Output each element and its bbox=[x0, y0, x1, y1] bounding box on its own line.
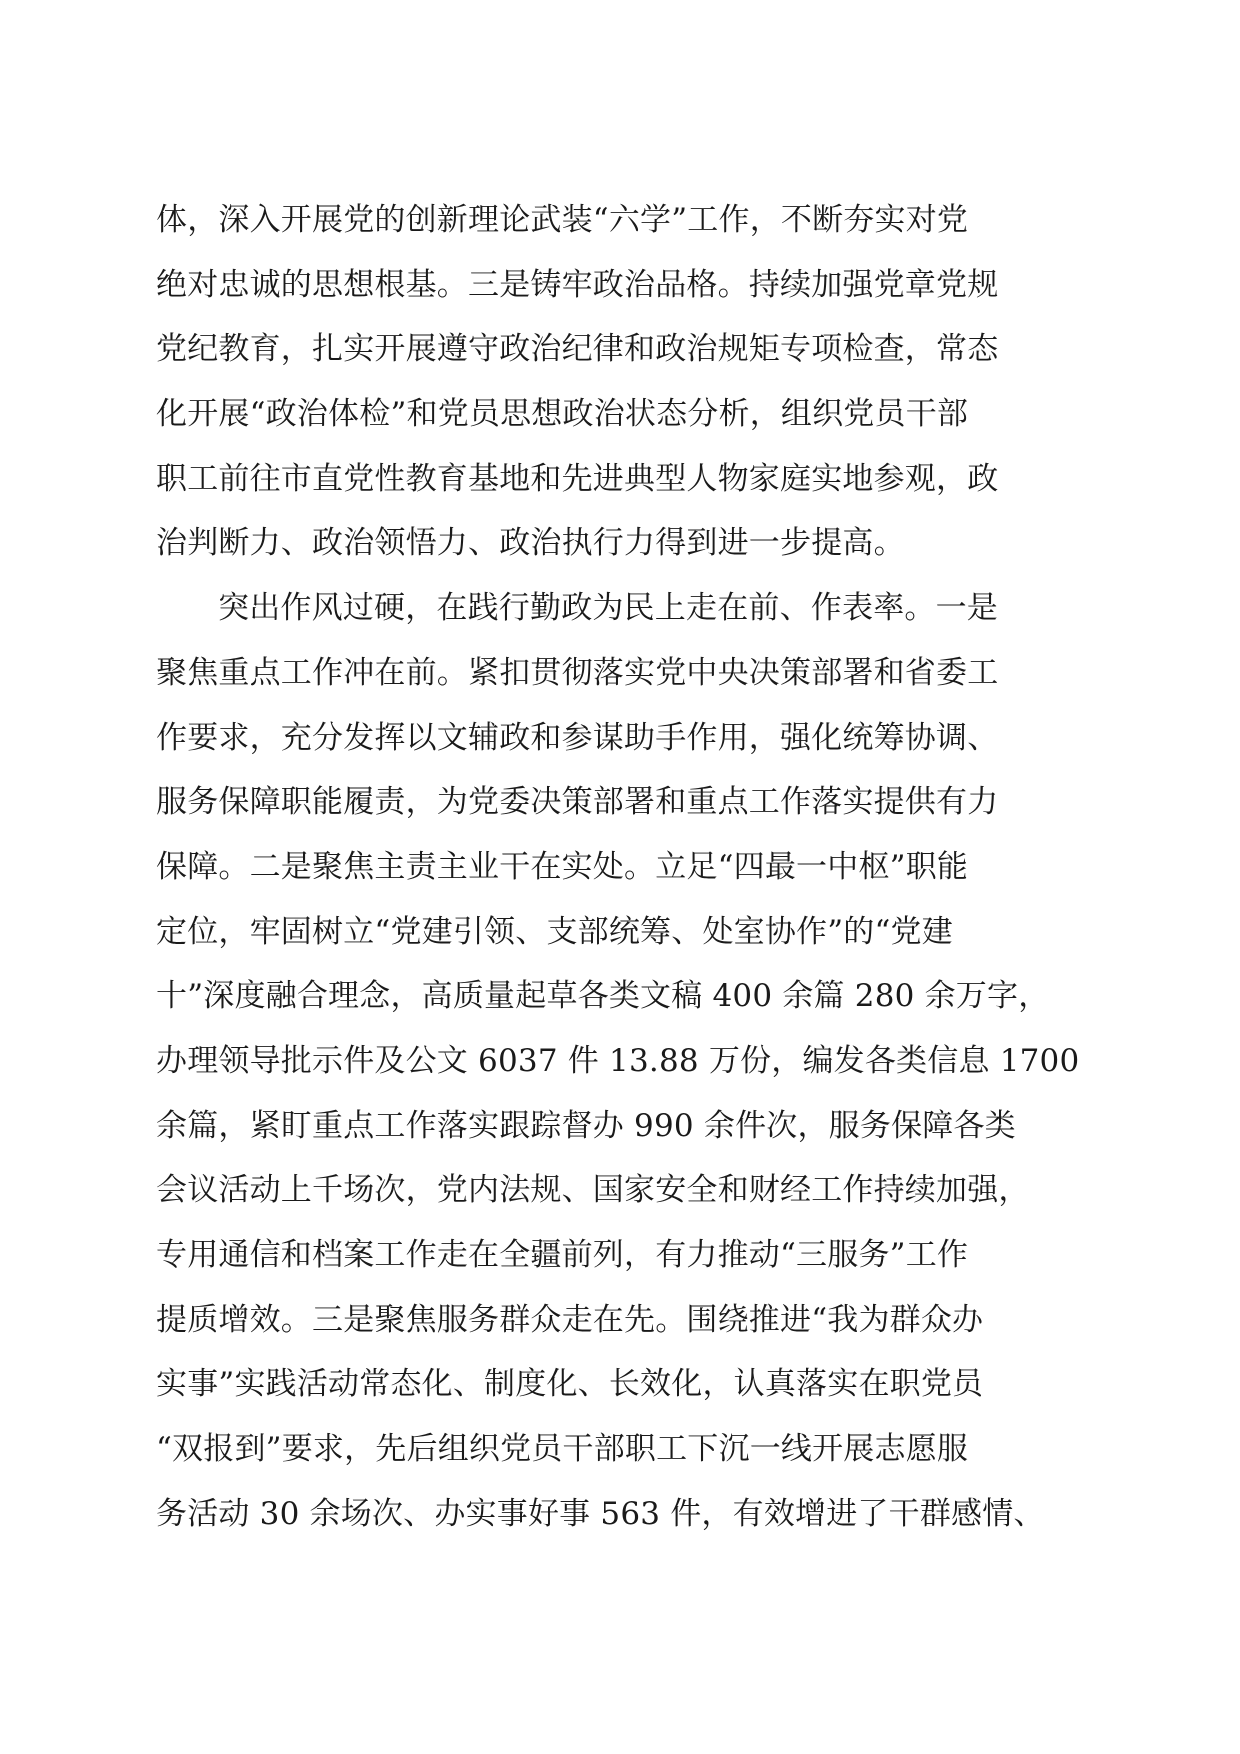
text-line: 办理领导批示件及公文 6037 件 13.88 万份，编发各类信息 1700 bbox=[156, 1042, 1080, 1079]
text-line: 服务保障职能履责，为党委决策部署和重点工作落实提供有力 bbox=[156, 784, 999, 821]
text-line: 专用通信和档案工作走在全疆前列，有力推动“三服务”工作 bbox=[156, 1237, 969, 1273]
text-line: 作要求，充分发挥以文辅政和参谋助手作用，强化统筹协调、 bbox=[156, 719, 999, 756]
text-line: 会议活动上千场次，党内法规、国家安全和财经工作持续加强， bbox=[156, 1172, 1030, 1209]
body-text bbox=[156, 188, 1080, 1546]
text-line: 余篇，紧盯重点工作落实跟踪督办 990 余件次，服务保障各类 bbox=[156, 1107, 1016, 1144]
text-line: 务活动 30 余场次、办实事好事 563 件，有效增进了干群感情、 bbox=[156, 1495, 1045, 1532]
text-line: 提质增效。三是聚焦服务群众走在先。围绕推进“我为群众办 bbox=[156, 1301, 984, 1338]
text-line: “双报到”要求，先后组织党员干部职工下沉一线开展志愿服 bbox=[156, 1431, 969, 1468]
text-line: 聚焦重点工作冲在前。紧扣贯彻落实党中央决策部署和省委工 bbox=[156, 654, 999, 691]
text-line: 十”深度融合理念，高质量起草各类文稿 400 余篇 280 余万字， bbox=[156, 978, 1050, 1015]
text-line: 实事”实践活动常态化、制度化、长效化，认真落实在职党员 bbox=[156, 1366, 984, 1403]
text-line: 治判断力、政治领悟力、政治执行力得到进一步提高。 bbox=[156, 525, 905, 562]
text-line: 定位，牢固树立“党建引领、支部统筹、处室协作”的“党建 bbox=[156, 913, 953, 950]
text-line: 职工前往市直党性教育基地和先进典型人物家庭实地参观，政 bbox=[156, 460, 999, 497]
text-line: 党纪教育，扎实开展遵守政治纪律和政治规矩专项检查，常态 bbox=[156, 331, 999, 368]
text-line: 体，深入开展党的创新理论武装“六学”工作，不断夯实对党 bbox=[156, 202, 969, 238]
paragraph-start-line: 突出作风过硬，在践行勤政为民上走在前、作表率。一是 bbox=[218, 590, 998, 627]
text-line: 绝对忠诚的思想根基。三是铸牢政治品格。持续加强党章党规 bbox=[156, 266, 999, 303]
text-line: 保障。二是聚焦主责主业干在实处。立足“四最一中枢”职能 bbox=[156, 848, 969, 885]
text-line: 化开展“政治体检”和党员思想政治状态分析，组织党员干部 bbox=[156, 396, 969, 433]
